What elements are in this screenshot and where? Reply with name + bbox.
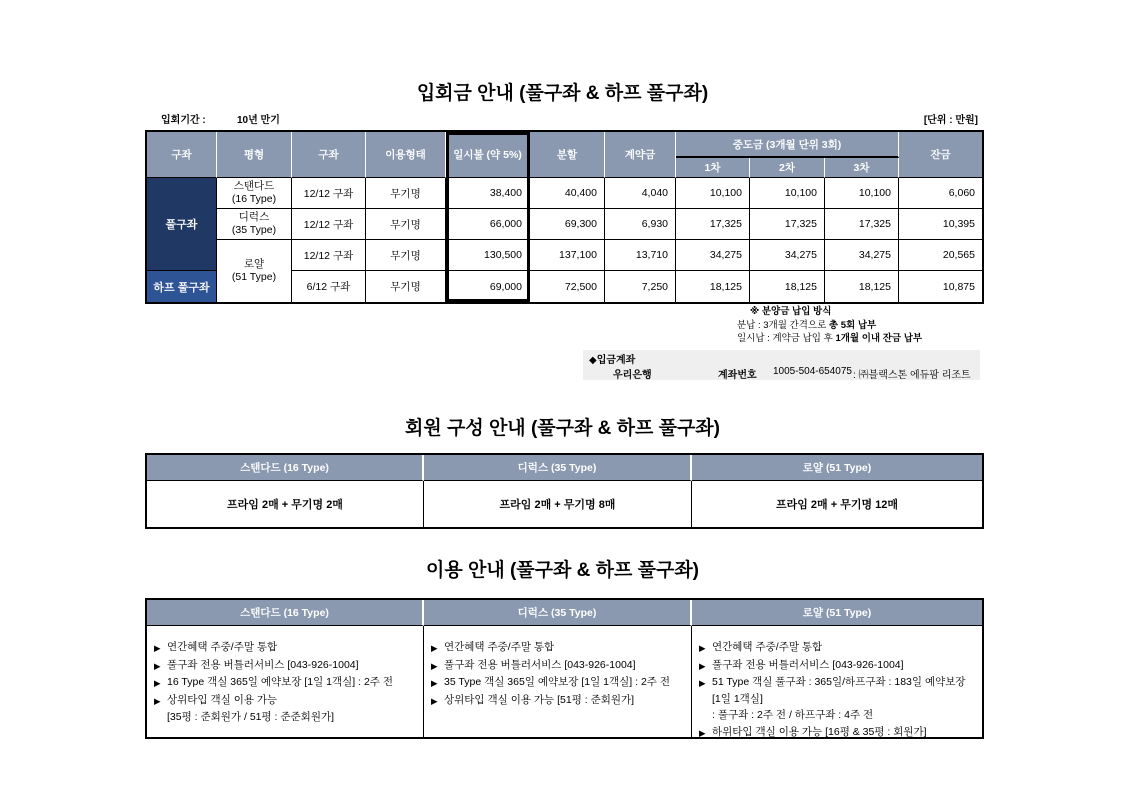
member-header-deluxe: 디럭스 (35 Type) — [424, 455, 692, 481]
payment-notes — [737, 305, 922, 346]
balance-cell: 10,395 — [899, 209, 982, 240]
deposit-cell: 4,040 — [605, 178, 676, 209]
benefit-item-continuation: : 풀구좌 : 2주 전 / 하프구좌 : 4주 전 — [712, 709, 874, 721]
triangle-bullet-icon: ▶ — [154, 643, 161, 653]
account-cell: 12/12 구좌 — [292, 209, 366, 240]
benefit-item: ▶ 51 Type 객실 풀구좌 : 365일/하프구좌 : 183일 예약보장 [1일 1객실] — [699, 674, 977, 707]
installment-cell: 69,300 — [530, 209, 605, 240]
benefit-item: ▶ 16 Type 객실 365일 예약보장 [1일 1객실] : 2주 전 — [154, 674, 418, 692]
type-cell — [217, 240, 292, 302]
member-table — [145, 453, 984, 529]
triangle-bullet-icon: ▶ — [699, 678, 706, 688]
header-usage-type: 이용형태 — [366, 132, 446, 178]
lump-cell: 38,400 — [446, 178, 530, 209]
account-cell: 6/12 구좌 — [292, 271, 366, 302]
triangle-bullet-icon: ▶ — [154, 660, 161, 671]
type-sub: (51 Type) — [231, 271, 277, 283]
member-header-standard: 스탠다드 (16 Type) — [147, 455, 424, 481]
usage-header-deluxe: 디럭스 (35 Type) — [424, 600, 692, 626]
triangle-bullet-icon: ▶ — [699, 643, 706, 653]
usage-cell: 무기명 — [366, 240, 446, 271]
membership-period-label: 입회기간 : — [161, 115, 206, 126]
mid1-cell: 34,275 — [676, 240, 750, 271]
member-value-deluxe: 프라임 2매 + 무기명 8매 — [424, 481, 692, 527]
header-interim-3: 3차 — [825, 158, 899, 178]
benefit-item: ▶ 풀구좌 전용 버틀러서비스 [043-926-1004] — [699, 657, 977, 675]
balance-cell: 6,060 — [899, 178, 982, 209]
lump-cell: 69,000 — [446, 271, 530, 302]
account-holder: : ㈜블랙스톤 에듀팜 리조트 — [853, 370, 971, 381]
header-account-group: 구좌 — [147, 132, 217, 178]
benefit-item: ▶ 연간혜택 주중/주말 통합 — [431, 639, 686, 657]
header-installment: 분할 — [530, 132, 605, 178]
payment-note-line: 일시납 : 계약금 납입 후 1개월 이내 잔금 납부 — [737, 333, 923, 344]
mid3-cell: 18,125 — [825, 271, 899, 302]
usage-header-royal: 로얄 (51 Type) — [692, 600, 982, 626]
header-interim-1: 1차 — [676, 158, 750, 178]
triangle-bullet-icon: ▶ — [431, 678, 438, 688]
mid2-cell: 34,275 — [750, 240, 825, 271]
triangle-bullet-icon: ▶ — [699, 660, 706, 671]
balance-cell: 10,875 — [899, 271, 982, 302]
header-balance: 잔금 — [899, 132, 982, 178]
header-pyeong: 평형 — [217, 132, 292, 178]
type-name: 로얄 — [243, 258, 265, 270]
bank-account-block — [583, 350, 980, 380]
deposit-cell: 13,710 — [605, 240, 676, 271]
usage-cell-deluxe — [424, 626, 692, 737]
account-cell: 12/12 구좌 — [292, 240, 366, 271]
triangle-bullet-icon: ▶ — [431, 695, 438, 706]
fee-meta-row — [145, 111, 980, 125]
account-cell: 12/12 구좌 — [292, 178, 366, 209]
triangle-bullet-icon: ▶ — [431, 660, 438, 671]
half-account-group-cell: 하프 풀구좌 — [147, 271, 217, 302]
usage-section-title: 이용 안내 (풀구좌 & 하프 풀구좌) — [425, 560, 700, 581]
type-cell — [217, 178, 292, 209]
usage-cell-standard — [147, 626, 424, 737]
mid2-cell: 17,325 — [750, 209, 825, 240]
triangle-bullet-icon: ▶ — [699, 727, 706, 738]
member-section-title: 회원 구성 안내 (풀구좌 & 하프 풀구좌) — [404, 418, 720, 439]
header-down-payment: 계약금 — [605, 132, 676, 178]
balance-cell: 20,565 — [899, 240, 982, 271]
benefit-item: ▶ 연간혜택 주중/주말 통합 — [154, 639, 418, 657]
usage-cell-royal — [692, 626, 982, 737]
member-value-standard: 프라임 2매 + 무기명 2매 — [147, 481, 424, 527]
benefit-item: ▶ 하위타입 객실 이용 가능 [16평 & 35평 : 회원가] — [699, 724, 977, 742]
lump-cell: 130,500 — [446, 240, 530, 271]
fee-table — [145, 130, 984, 304]
member-value-royal: 프라임 2매 + 무기명 12매 — [692, 481, 982, 527]
usage-cell: 무기명 — [366, 209, 446, 240]
benefit-item: ▶ 35 Type 객실 365일 예약보장 [1일 1객실] : 2주 전 — [431, 674, 686, 692]
header-lump-sum: 일시불 (약 5%) — [446, 132, 530, 178]
usage-header-standard: 스탠다드 (16 Type) — [147, 600, 424, 626]
full-account-group-cell: 풀구좌 — [147, 178, 217, 271]
type-sub: (16 Type) — [231, 193, 277, 205]
member-header-royal: 로얄 (51 Type) — [692, 455, 982, 481]
type-cell — [217, 209, 292, 240]
membership-period-value: 10년 만기 — [237, 115, 280, 126]
type-name: 디럭스 — [238, 211, 270, 223]
usage-cell: 무기명 — [366, 271, 446, 302]
account-number: 1005-504-654075 — [773, 366, 852, 377]
benefit-item: ▶ 상위타입 객실 이용 가능 — [154, 692, 418, 710]
payment-note-line: 분납 : 3개월 간격으로 총 5회 납부 — [737, 319, 877, 331]
installment-cell: 137,100 — [530, 240, 605, 271]
deposit-cell: 6,930 — [605, 209, 676, 240]
type-name: 스탠다드 — [233, 180, 275, 192]
payment-notes-heading: ※ 분양금 납입 방식 — [750, 306, 832, 317]
installment-cell: 72,500 — [530, 271, 605, 302]
mid2-cell: 18,125 — [750, 271, 825, 302]
mid1-cell: 10,100 — [676, 178, 750, 209]
unit-note: [단위 : 만원] — [923, 115, 978, 126]
fee-section-title: 입회금 안내 (풀구좌 & 하프 풀구좌) — [416, 83, 709, 104]
deposit-cell: 7,250 — [605, 271, 676, 302]
header-interim-2: 2차 — [750, 158, 825, 178]
benefit-item: ▶ 연간혜택 주중/주말 통합 — [699, 639, 977, 657]
header-account: 구좌 — [292, 132, 366, 178]
type-sub: (35 Type) — [231, 224, 277, 236]
triangle-bullet-icon: ▶ — [431, 643, 438, 653]
usage-cell: 무기명 — [366, 178, 446, 209]
document-content — [145, 0, 980, 793]
benefit-item: ▶ 상위타입 객실 이용 가능 [51평 : 준회원가] — [431, 692, 686, 710]
mid3-cell: 10,100 — [825, 178, 899, 209]
mid3-cell: 34,275 — [825, 240, 899, 271]
benefit-item-continuation: [35평 : 준회원가 / 51평 : 준준회원가] — [167, 711, 335, 723]
usage-table — [145, 598, 984, 739]
triangle-bullet-icon: ▶ — [154, 695, 161, 706]
installment-cell: 40,400 — [530, 178, 605, 209]
header-interim-group: 중도금 (3개월 단위 3회) — [676, 132, 899, 158]
triangle-bullet-icon: ▶ — [154, 678, 161, 688]
benefit-item: ▶ 풀구좌 전용 버틀러서비스 [043-926-1004] — [154, 657, 418, 675]
mid2-cell: 10,100 — [750, 178, 825, 209]
mid3-cell: 17,325 — [825, 209, 899, 240]
account-number-label: 계좌번호 — [718, 370, 757, 381]
mid1-cell: 18,125 — [676, 271, 750, 302]
benefit-item: ▶ 풀구좌 전용 버틀러서비스 [043-926-1004] — [431, 657, 686, 675]
bank-heading: ◆입금계좌 — [589, 355, 636, 366]
bank-detail-line — [583, 366, 980, 380]
mid1-cell: 17,325 — [676, 209, 750, 240]
bank-name: 우리은행 — [613, 370, 652, 381]
lump-cell: 66,000 — [446, 209, 530, 240]
